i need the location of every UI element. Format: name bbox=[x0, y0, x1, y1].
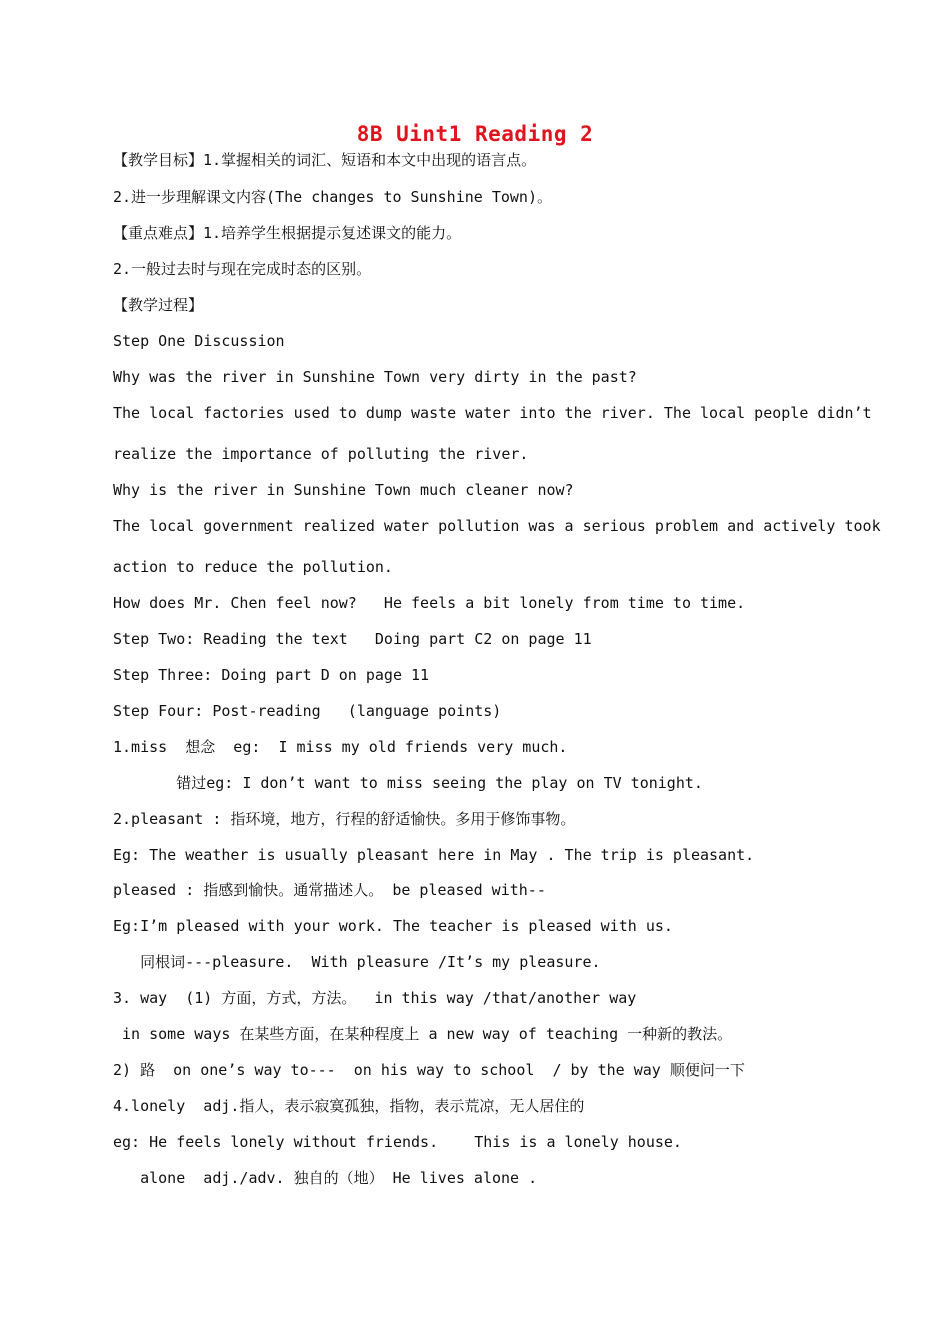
text-line: 2.pleasant : 指环境，地方，行程的舒适愉快。多用于修饰事物。 bbox=[113, 810, 576, 828]
text-line: The local factories used to dump waste water into the river. The local people didn’t bbox=[113, 404, 872, 422]
text-line: 同根词---pleasure. With pleasure /It’s my pleasure. bbox=[113, 953, 601, 971]
text-line: pleased : 指感到愉快。通常描述人。 be pleased with-- bbox=[113, 881, 546, 899]
text-line: 2.进一步理解课文内容(The changes to Sunshine Town)。 bbox=[113, 188, 552, 206]
text-line: 4.lonely adj.指人，表示寂寞孤独，指物，表示荒凉，无人居住的 bbox=[113, 1097, 585, 1115]
text-line: realize the importance of polluting the river. bbox=[113, 445, 529, 463]
text-line: in some ways 在某些方面，在某种程度上 a new way of teaching 一种新的教法。 bbox=[113, 1025, 733, 1043]
text-line: 【重点难点】1.培养学生根据提示复述课文的能力。 bbox=[113, 224, 462, 242]
text-line: The local government realized water pollution was a serious problem and actively took bbox=[113, 517, 881, 535]
text-line: 3. way (1) 方面，方式，方法。 in this way /that/another way bbox=[113, 989, 637, 1007]
text-line: Step Three: Doing part D on page 11 bbox=[113, 666, 430, 684]
text-line: 2) 路 on one’s way to--- on his way to school / by the way 顺便问一下 bbox=[113, 1061, 745, 1079]
text-line: Why was the river in Sunshine Town very dirty in the past? bbox=[113, 368, 637, 386]
text-line: Eg:I’m pleased with your work. The teacher is pleased with us. bbox=[113, 917, 673, 935]
text-line: Step Four: Post-reading (language points) bbox=[113, 702, 502, 720]
text-line: Step Two: Reading the text Doing part C2 on page 11 bbox=[113, 630, 592, 648]
text-line: 【教学过程】 bbox=[113, 296, 204, 314]
text-line: alone adj./adv. 独自的（地） He lives alone . bbox=[113, 1169, 538, 1187]
text-line: Why is the river in Sunshine Town much cleaner now? bbox=[113, 481, 574, 499]
text-line: eg: He feels lonely without friends. This is a lonely house. bbox=[113, 1133, 682, 1151]
text-line: action to reduce the pollution. bbox=[113, 558, 393, 576]
text-line: 2.一般过去时与现在完成时态的区别。 bbox=[113, 260, 372, 278]
text-line: 【教学目标】1.掌握相关的词汇、短语和本文中出现的语言点。 bbox=[113, 151, 537, 169]
text-line: Eg: The weather is usually pleasant here in May . The trip is pleasant. bbox=[113, 846, 755, 864]
text-line: 1.miss 想念 eg: I miss my old friends very much. bbox=[113, 738, 568, 756]
text-line: Step One Discussion bbox=[113, 332, 285, 350]
text-line: How does Mr. Chen feel now? He feels a bit lonely from time to time. bbox=[113, 594, 746, 612]
document-title: 8B Uint1 Reading 2 bbox=[356, 122, 594, 146]
text-line: 错过eg: I don’t want to miss seeing the play on TV tonight. bbox=[113, 774, 703, 792]
